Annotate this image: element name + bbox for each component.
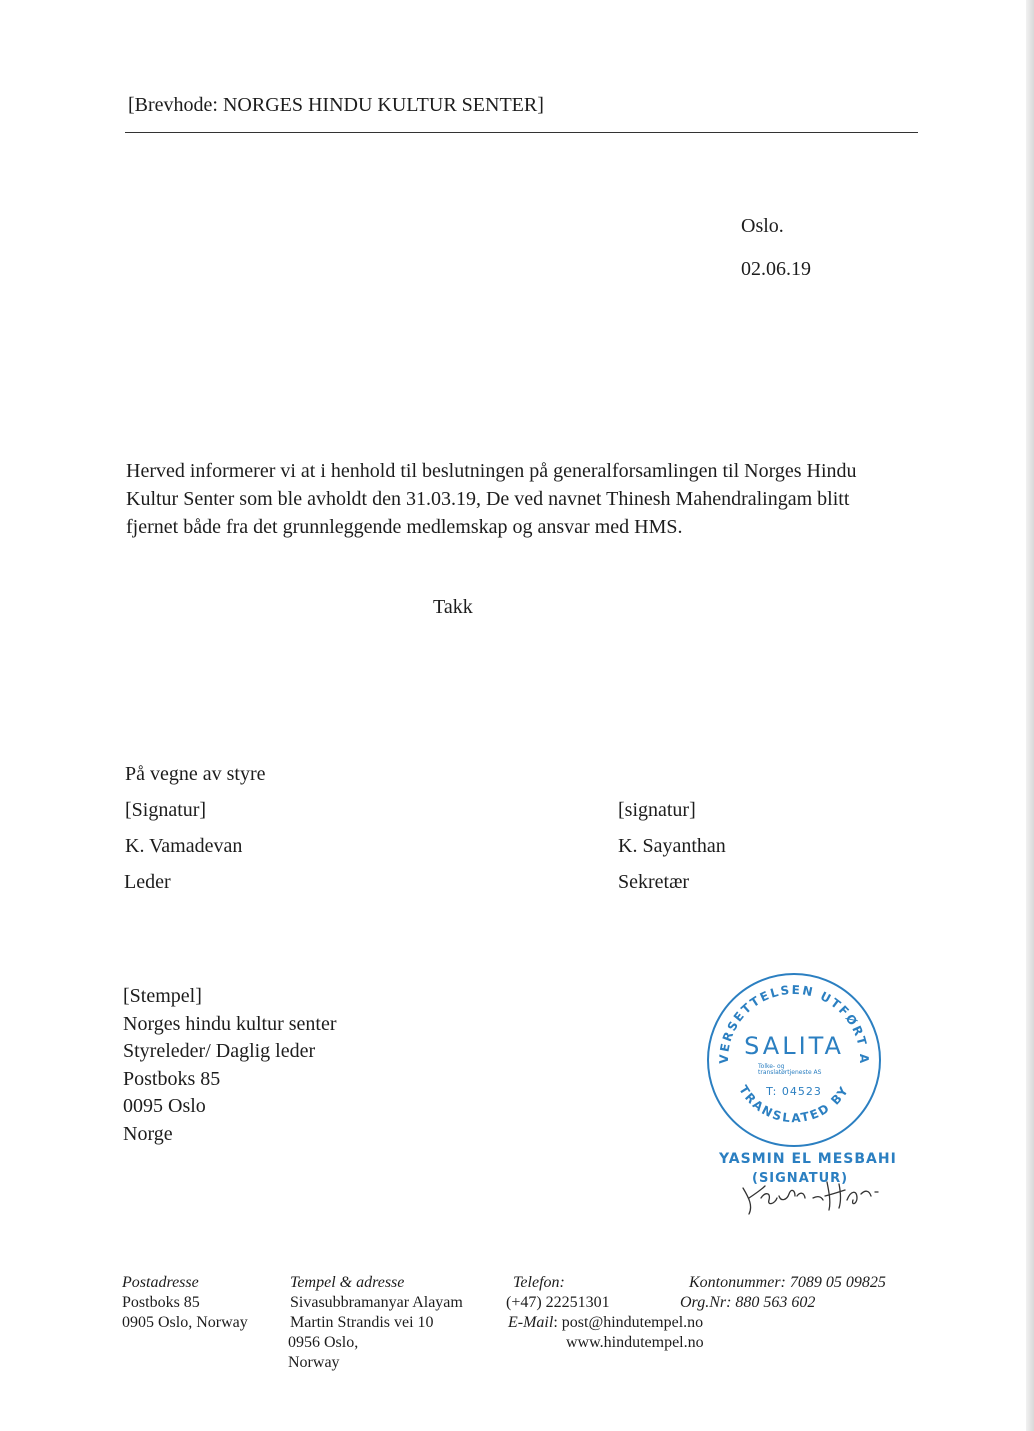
footer-temple-line: Martin Strandis vei 10 [290, 1314, 434, 1331]
header-rule [125, 132, 918, 133]
footer-account-value: 7089 05 09825 [789, 1274, 886, 1291]
footer-post-line: 0905 Oslo, Norway [122, 1314, 248, 1331]
footer-temple-line: Norway [288, 1354, 340, 1371]
seal-graphic [700, 970, 890, 1150]
footer-temple-line: Sivasubbramanyar Alayam [290, 1294, 463, 1311]
seal-bottom-arc: TRANSLATED BY [736, 1082, 852, 1126]
stamp-block [123, 983, 337, 1148]
footer-email-value: post@hindutempel.no [561, 1314, 704, 1331]
body-line: fjernet både fra det grunnleggende medlemskap og ansvar med HMS. [126, 516, 683, 538]
footer-temple-line: 0956 Oslo, [288, 1334, 359, 1351]
footer-account [689, 1273, 886, 1293]
footer-email-label: E-Mail [508, 1314, 554, 1331]
letter-body [126, 457, 906, 541]
stamp-line: Styreleder/ Daglig leder [123, 1040, 316, 1062]
footer-post-heading: Postadresse [122, 1274, 199, 1291]
stamp-line: Postboks 85 [123, 1067, 221, 1090]
stamp-line: Norge [123, 1122, 173, 1145]
footer-org-value: 880 563 602 [735, 1294, 816, 1311]
handwritten-signature [735, 1168, 885, 1218]
on-behalf: På vegne av styre [125, 763, 266, 785]
translator-signature-label: (SIGNATUR) [752, 1171, 849, 1186]
footer-org [680, 1293, 815, 1313]
stamp-line: Norges hindu kultur senter [123, 1012, 337, 1035]
footer-web: www.hindutempel.no [566, 1334, 704, 1351]
footer-temple-heading: Tempel & adresse [290, 1274, 405, 1291]
page-edge-shadow [1026, 0, 1034, 1431]
seal-top-arc: VERSETTELSEN UTFØRT A [716, 982, 872, 1065]
seal-code: T: 04523 [766, 1085, 822, 1098]
stamp-label: [Stempel] [123, 985, 202, 1007]
place: Oslo. [741, 215, 784, 237]
right-title: Sekretær [618, 871, 690, 893]
seal-company: SALITA [744, 1032, 844, 1060]
letterhead: [Brevhode: NORGES HINDU KULTUR SENTER] [128, 94, 544, 116]
footer-phone-value: (+47) 22251301 [506, 1294, 610, 1311]
translator-name: YASMIN EL MESBAHI [719, 1151, 897, 1167]
date: 02.06.19 [741, 258, 811, 280]
right-name: K. Sayanthan [618, 835, 726, 857]
footer-email: E-Mail: post@hindutempel.no [508, 1314, 704, 1331]
footer-post-line: Postboks 85 [122, 1294, 200, 1311]
seal-company-sub: Tolke- og [758, 1063, 785, 1070]
stamp-line: 0095 Oslo [123, 1095, 206, 1117]
footer-phone-heading: Telefon: [513, 1274, 565, 1291]
thanks: Takk [433, 596, 473, 618]
footer-account-label: Kontonummer: [689, 1274, 786, 1291]
body-line: Herved informerer vi at i henhold til beslutningen på generalforsamlingen til Norges Hindu [126, 460, 857, 482]
seal-company-sub: translatørtjeneste AS [758, 1069, 822, 1076]
footer-org-label: Org.Nr: [680, 1294, 732, 1311]
translation-seal [700, 970, 890, 1150]
body-line: Kultur Senter som ble avholdt den 31.03.19, De ved navnet Thinesh Mahendralingam blitt [126, 488, 850, 510]
left-title: Leder [124, 871, 171, 893]
left-signature: [Signatur] [125, 799, 207, 821]
left-name: K. Vamadevan [125, 835, 243, 857]
right-signature: [signatur] [618, 799, 696, 821]
